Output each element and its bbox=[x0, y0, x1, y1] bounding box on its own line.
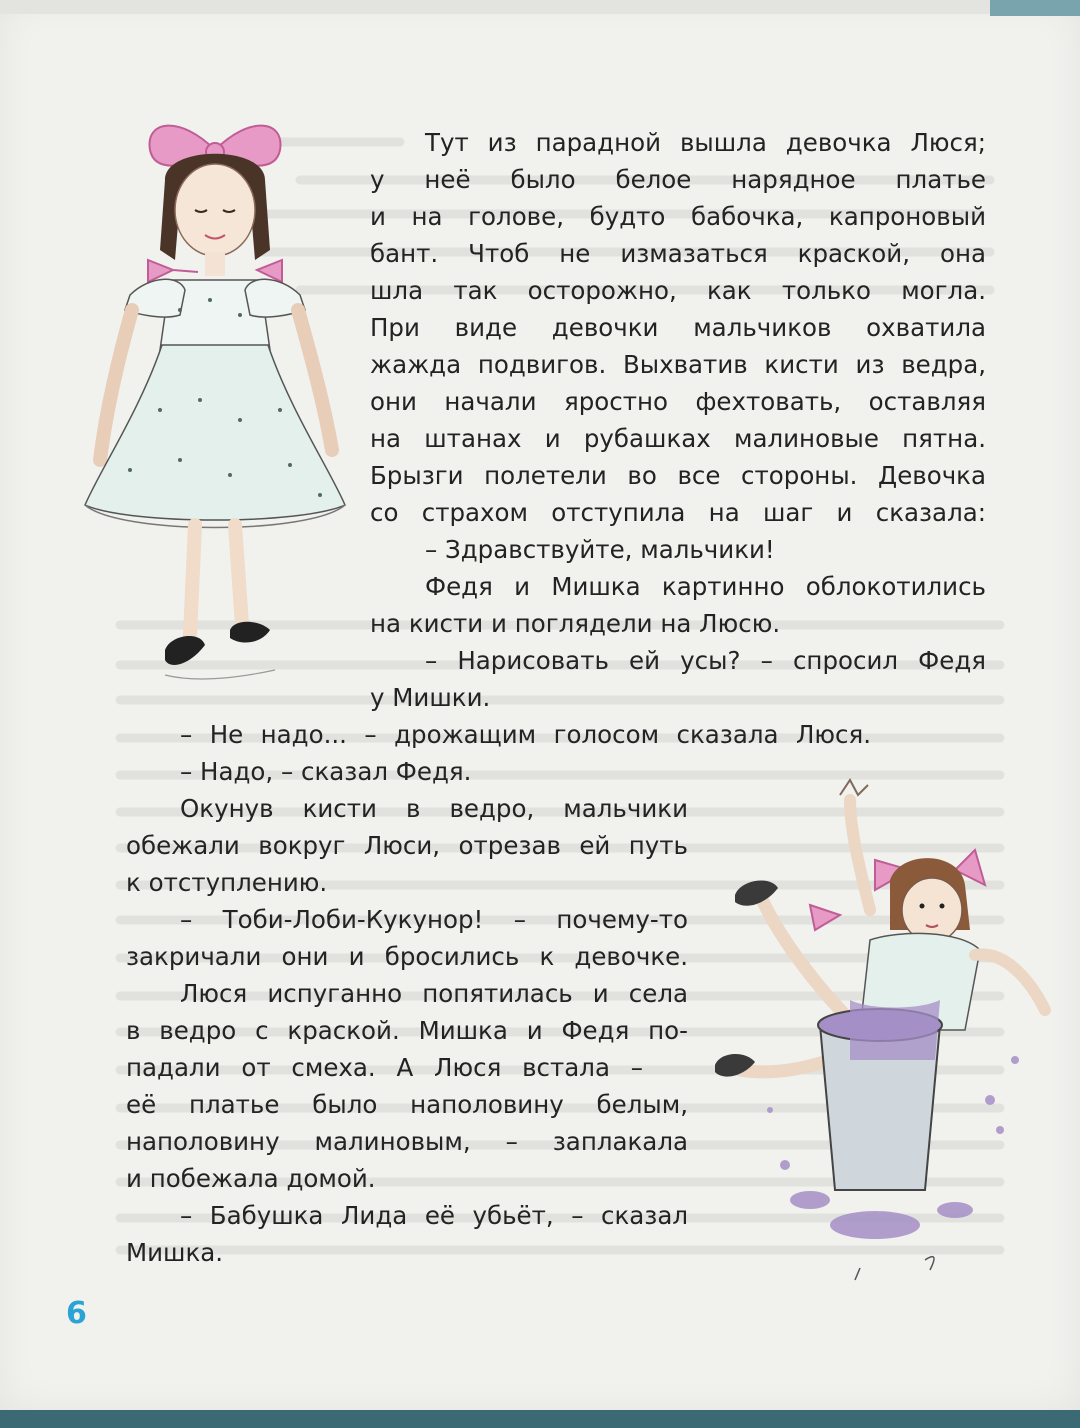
text-line: Мишка. bbox=[126, 1238, 224, 1267]
text-line: шла так осторожно, как только могла. bbox=[370, 276, 986, 305]
text-line: обежали вокруг Люси, отрезав ей путь bbox=[126, 831, 688, 860]
girl-falling-into-bucket-illustration bbox=[700, 770, 1070, 1330]
text-line: При виде девочки мальчиков охватила bbox=[370, 313, 986, 342]
text-line: Брызги полетели во все стороны. Девочка bbox=[370, 461, 986, 490]
text-line: Федя и Мишка картинно облокотились bbox=[425, 572, 986, 601]
bow-icon bbox=[150, 126, 281, 166]
text-line: – Не надо... – дрожащим голосом сказала Люся. bbox=[180, 720, 871, 749]
text-line: у неё было белое нарядное платье bbox=[370, 165, 986, 194]
page-bottom-edge bbox=[0, 1410, 1080, 1428]
text-line: они начали яростно фехтовать, оставляя bbox=[370, 387, 986, 416]
text-line: бант. Чтоб не измазаться краской, она bbox=[370, 239, 986, 268]
text-line: – Нарисовать ей усы? – спросил Федя bbox=[425, 646, 986, 675]
text-line: – Тоби-Лоби-Кукунор! – почему-то bbox=[180, 905, 688, 934]
text-line: – Здравствуйте, мальчики! bbox=[425, 535, 775, 564]
text-line: в ведро с краской. Мишка и Федя по- bbox=[126, 1016, 688, 1045]
text-line: и побежала домой. bbox=[126, 1164, 376, 1193]
text-line: Окунув кисти в ведро, мальчики bbox=[180, 794, 688, 823]
text-line: – Надо, – сказал Федя. bbox=[180, 757, 472, 786]
text-line: Тут из парадной вышла девочка Люся; bbox=[425, 128, 986, 157]
page-number: 6 bbox=[66, 1296, 87, 1331]
text-line: у Мишки. bbox=[370, 683, 491, 712]
text-line: её платье было наполовину белым, bbox=[126, 1090, 688, 1119]
text-line: наполовину малиновым, – заплакала bbox=[126, 1127, 688, 1156]
text-line: к отступлению. bbox=[126, 868, 328, 897]
text-line: на кисти и поглядели на Люсю. bbox=[370, 609, 781, 638]
text-line: на штанах и рубашках малиновые пятна. bbox=[370, 424, 986, 453]
text-line: падали от смеха. А Люся встала – bbox=[126, 1053, 643, 1082]
text-line: со страхом отступила на шаг и сказала: bbox=[370, 498, 986, 527]
girl-in-dress-illustration bbox=[70, 110, 360, 710]
page-top-edge bbox=[0, 0, 1080, 14]
cover-corner bbox=[990, 0, 1080, 16]
text-line: и на голове, будто бабочка, капроновый bbox=[370, 202, 986, 231]
text-line: Люся испуганно попятилась и села bbox=[180, 979, 688, 1008]
text-line: закричали они и бросились к девочке. bbox=[126, 942, 688, 971]
text-line: – Бабушка Лида её убьёт, – сказал bbox=[180, 1201, 688, 1230]
text-line: жажда подвигов. Выхватив кисти из ведра, bbox=[370, 350, 986, 379]
